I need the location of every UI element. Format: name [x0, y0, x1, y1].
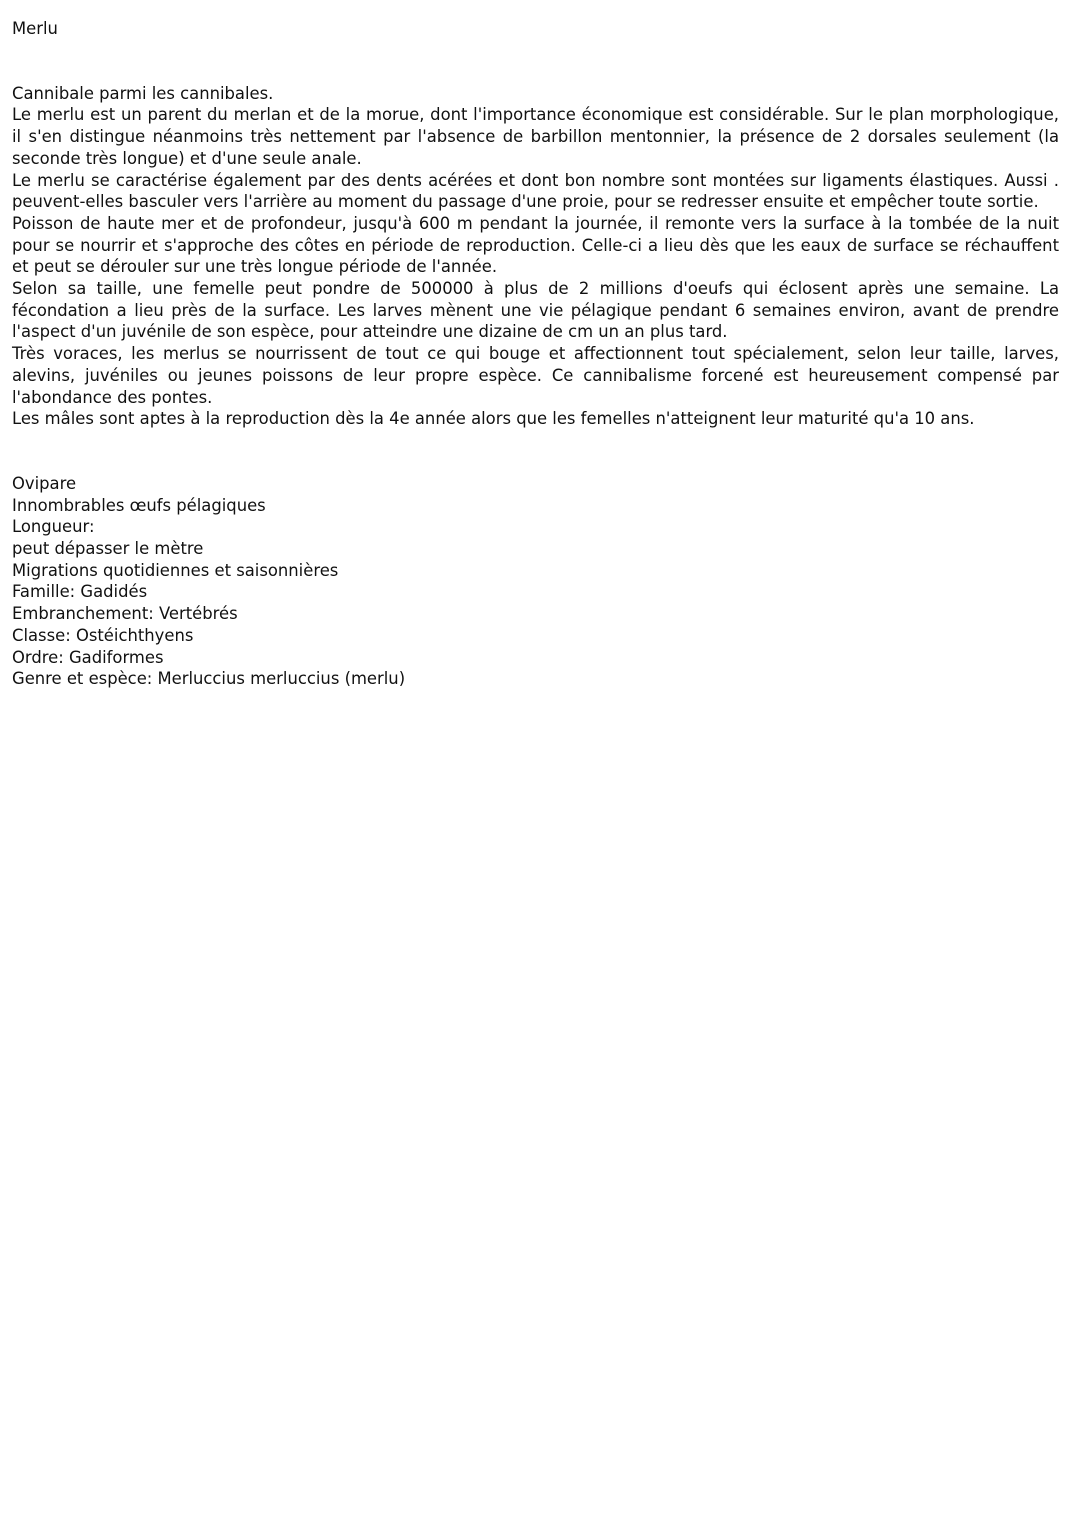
fact-class: Classe: Ostéichthyens: [12, 625, 194, 645]
fact-genus-species: Genre et espèce: Merluccius merluccius (merlu): [12, 669, 406, 689]
paragraph-diet: Très voraces, les merlus se nourrissent de tout ce qui bouge et affectionnent tout spécialement, selon leur taille, larves, alevins, juvéniles ou jeunes poissons de leur propre espèce. Ce cannibalisme forcené est heureusement compensé par l'abondance des pontes.: [12, 344, 1059, 407]
fact-order: Ordre: Gadiformes: [12, 647, 164, 667]
fact-length-label: Longueur:: [12, 517, 95, 537]
fact-family: Famille: Gadidés: [12, 582, 148, 602]
paragraph-teeth: Le merlu se caractérise également par des dents acérées et dont bon nombre sont montées sur ligaments élastiques. Aussi . peuvent-elles basculer vers l'arrière au moment du passage d'une proie, pour se redresser ensuite et empêcher toute sortie.: [12, 170, 1059, 212]
facts-list: [12, 473, 1059, 690]
fact-reproduction-mode: Ovipare: [12, 473, 77, 493]
fact-eggs: Innombrables œufs pélagiques: [12, 495, 266, 515]
document-title: Merlu: [12, 19, 58, 38]
article-subtitle: Cannibale parmi les cannibales.: [12, 83, 274, 103]
fact-length-value: peut dépasser le mètre: [12, 539, 204, 559]
document-page: [0, 0, 1077, 690]
paragraph-morphology: Le merlu est un parent du merlan et de la morue, dont l'importance économique est considérable. Sur le plan morphologique, il s'en distingue néanmoins très nettement par l'absence de barbillon mentonnier, la présence de 2 dorsales seulement (la seconde très longue) et d'une seule anale.: [12, 105, 1059, 168]
fact-phylum: Embranchement: Vertébrés: [12, 604, 238, 624]
fact-migrations: Migrations quotidiennes et saisonnières: [12, 560, 339, 580]
article-body: [12, 83, 1059, 430]
paragraph-reproduction: Selon sa taille, une femelle peut pondre de 500000 à plus de 2 millions d'oeufs qui éclosent après une semaine. La fécondation a lieu près de la surface. Les larves mènent une vie pélagique pendant 6 semaines environ, avant de prendre l'aspect d'un juvénile de son espèce, pour atteindre une dizaine de cm un an plus tard.: [12, 279, 1059, 342]
paragraph-habitat: Poisson de haute mer et de profondeur, jusqu'à 600 m pendant la journée, il remonte vers la surface à la tombée de la nuit pour se nourrir et s'approche des côtes en période de reproduction. Celle-ci a lieu dès que les eaux de surface se réchauffent et peut se dérouler sur une très longue période de l'année.: [12, 213, 1059, 277]
paragraph-maturity: Les mâles sont aptes à la reproduction dès la 4e année alors que les femelles n'atteignent leur maturité qu'a 10 ans.: [12, 409, 975, 429]
